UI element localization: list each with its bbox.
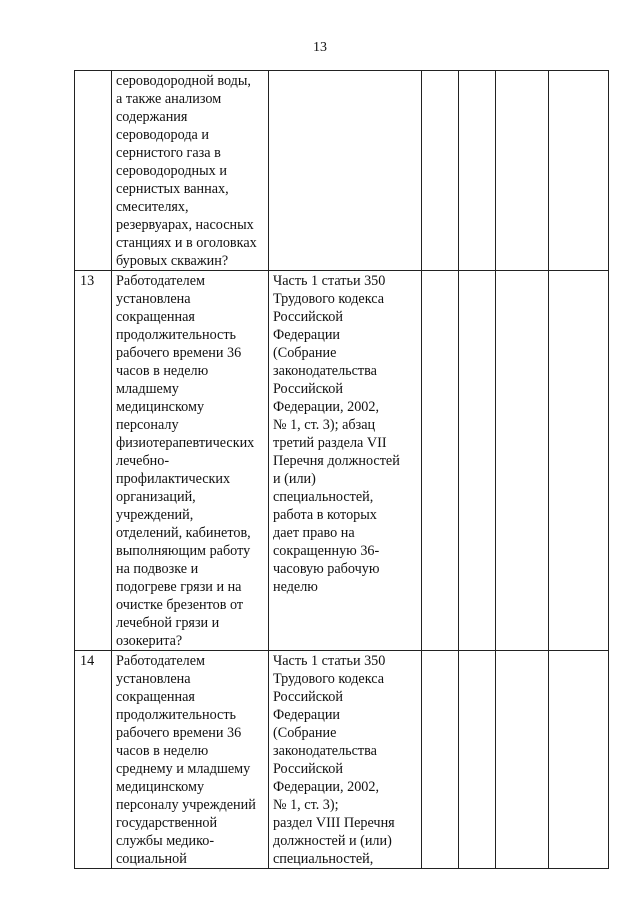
question-text: сероводородной воды, а также анализом содержания сероводорода и сернистого газа в сероводородных и сернистых ваннах, смесителях, резервуарах, насосных станциях и в оголовках буровых скважин? (116, 73, 257, 269)
table-row (75, 71, 609, 271)
reference-cell (269, 71, 422, 271)
question-cell (112, 651, 269, 869)
reference-text: Часть 1 статьи 350 Трудового кодекса Российской Федерации (Собрание законодательства Российской Федерации, 2002, № 1, ст. 3); раздел VIII Перечня должностей и (или) специальностей, (273, 653, 395, 867)
notes-cell (549, 651, 609, 869)
page-number: 13 (313, 40, 327, 55)
answer-na-cell (496, 71, 549, 271)
answer-yes-cell (422, 71, 459, 271)
table-row (75, 271, 609, 651)
answer-na-cell (496, 651, 549, 869)
row-number: 13 (80, 273, 95, 289)
answer-yes-cell (422, 651, 459, 869)
row-number-cell (75, 71, 112, 271)
question-cell (112, 271, 269, 651)
question-cell (112, 71, 269, 271)
answer-na-cell (496, 271, 549, 651)
reference-cell (269, 271, 422, 651)
reference-text: Часть 1 статьи 350 Трудового кодекса Российской Федерации (Собрание законодательства Российской Федерации, 2002, № 1, ст. 3); абзац третий раздела VII Перечня должностей и (или) специальностей, работа в которых дает право на сокращенную 36- часовую рабочую неделю (273, 273, 400, 595)
notes-cell (549, 271, 609, 651)
answer-no-cell (459, 651, 496, 869)
table-row (75, 651, 609, 869)
checklist-table (74, 70, 609, 869)
row-number: 14 (80, 653, 95, 669)
answer-yes-cell (422, 271, 459, 651)
reference-cell (269, 651, 422, 869)
row-number-cell (75, 651, 112, 869)
question-text: Работодателем установлена сокращенная продолжительность рабочего времени 36 часов в неделю среднему и младшему медицинскому персоналу учреждений государственной службы медико- социальной (116, 653, 256, 867)
answer-no-cell (459, 71, 496, 271)
question-text: Работодателем установлена сокращенная продолжительность рабочего времени 36 часов в неделю младшему медицинскому персоналу физиотерапевтических лечебно- профилактических организаций, учреждений, отделений, кабинетов, выполняющим работу на подвозке и подогреве грязи и на очистке брезентов от лечебной грязи и озокерита? (116, 273, 255, 649)
row-number-cell (75, 271, 112, 651)
answer-no-cell (459, 271, 496, 651)
notes-cell (549, 71, 609, 271)
